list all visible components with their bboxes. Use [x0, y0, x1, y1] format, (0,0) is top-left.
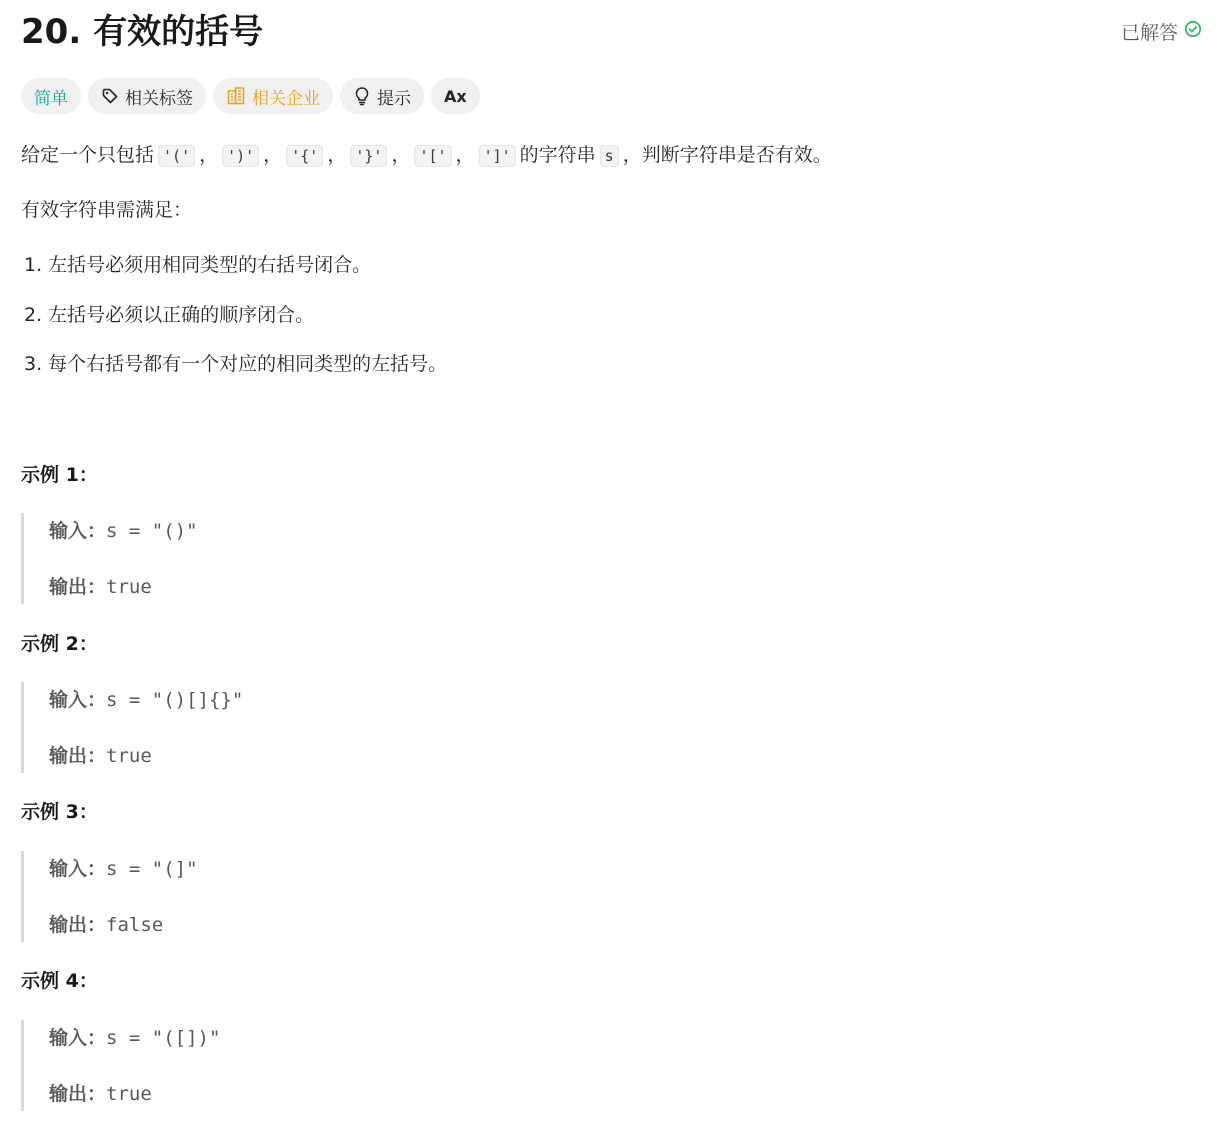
intro-text: 给定一个只包括 — [21, 144, 155, 166]
rule-item: 1. 左括号必须用相同类型的右括号闭合。 — [24, 254, 372, 276]
difficulty-badge[interactable] — [21, 78, 81, 114]
related-companies-button[interactable] — [213, 78, 333, 114]
example-title: 示例 3： — [21, 801, 98, 823]
separator: ， — [263, 144, 283, 166]
solved-label: 已解答 — [1120, 22, 1178, 44]
example-block — [21, 1020, 424, 1111]
input-label: 输入： — [49, 858, 107, 880]
example-title: 示例 2： — [21, 633, 98, 655]
output-value: true — [106, 745, 152, 767]
output-label: 输出： — [49, 1083, 107, 1105]
example-output-row — [49, 572, 152, 602]
related-tags-label: 相关标签 — [125, 88, 193, 109]
problem-title: 20. 有效的括号 — [21, 12, 264, 52]
inline-code: ']' — [479, 145, 516, 167]
lightbulb-icon — [353, 86, 371, 106]
difficulty-label: 简单 — [34, 88, 68, 109]
inline-code: '[' — [414, 145, 451, 167]
hint-button[interactable] — [340, 78, 424, 114]
separator: ， — [327, 144, 347, 166]
solved-status — [1121, 18, 1202, 45]
intro-after-text: ，判断字符串是否有效。 — [622, 144, 832, 166]
output-label: 输出： — [49, 576, 107, 598]
inline-code-var: s — [600, 145, 619, 167]
input-value: s = "()" — [106, 520, 198, 542]
input-value: s = "(]" — [106, 858, 198, 880]
building-icon — [226, 86, 246, 106]
separator: ， — [391, 144, 411, 166]
related-companies-label: 相关企业 — [252, 88, 320, 109]
output-value: true — [106, 1083, 152, 1105]
example-input-row — [49, 1023, 220, 1053]
intro-mid-text: 的字符串 — [519, 144, 596, 166]
example-input-row — [49, 685, 243, 715]
check-circle-icon — [1184, 20, 1202, 43]
inline-code: '{' — [286, 145, 323, 167]
example-input-row — [49, 854, 198, 884]
translate-icon: Ax — [444, 86, 467, 106]
inline-code: '}' — [350, 145, 387, 167]
rule-item: 2. 左括号必须以正确的顺序闭合。 — [24, 304, 315, 326]
example-output-row — [49, 910, 163, 940]
input-value: s = "([])" — [106, 1027, 221, 1049]
example-title: 示例 4： — [21, 970, 98, 992]
example-block — [21, 513, 424, 604]
related-tags-button[interactable] — [88, 78, 206, 114]
output-label: 输出： — [49, 914, 107, 936]
example-output-row — [49, 1079, 152, 1109]
inline-code: '(' — [158, 145, 195, 167]
example-input-row — [49, 516, 198, 546]
output-value: true — [106, 576, 152, 598]
example-output-row — [49, 741, 152, 771]
output-label: 输出： — [49, 745, 107, 767]
problem-description — [21, 140, 832, 171]
input-label: 输入： — [49, 689, 107, 711]
input-label: 输入： — [49, 1027, 107, 1049]
example-block — [21, 851, 424, 942]
input-value: s = "()[]{}" — [106, 689, 244, 711]
inline-code: ')' — [222, 145, 259, 167]
requirement-text: 有效字符串需满足： — [21, 199, 193, 221]
separator: ， — [199, 144, 219, 166]
tag-bar — [21, 78, 480, 114]
input-label: 输入： — [49, 520, 107, 542]
example-title: 示例 1： — [21, 464, 98, 486]
output-value: false — [106, 914, 164, 936]
rule-item: 3. 每个右括号都有一个对应的相同类型的左括号。 — [24, 353, 448, 375]
separator: ， — [455, 144, 475, 166]
hint-label: 提示 — [377, 88, 411, 109]
translate-button[interactable] — [431, 78, 480, 114]
example-block — [21, 682, 424, 773]
tag-icon — [101, 87, 119, 105]
